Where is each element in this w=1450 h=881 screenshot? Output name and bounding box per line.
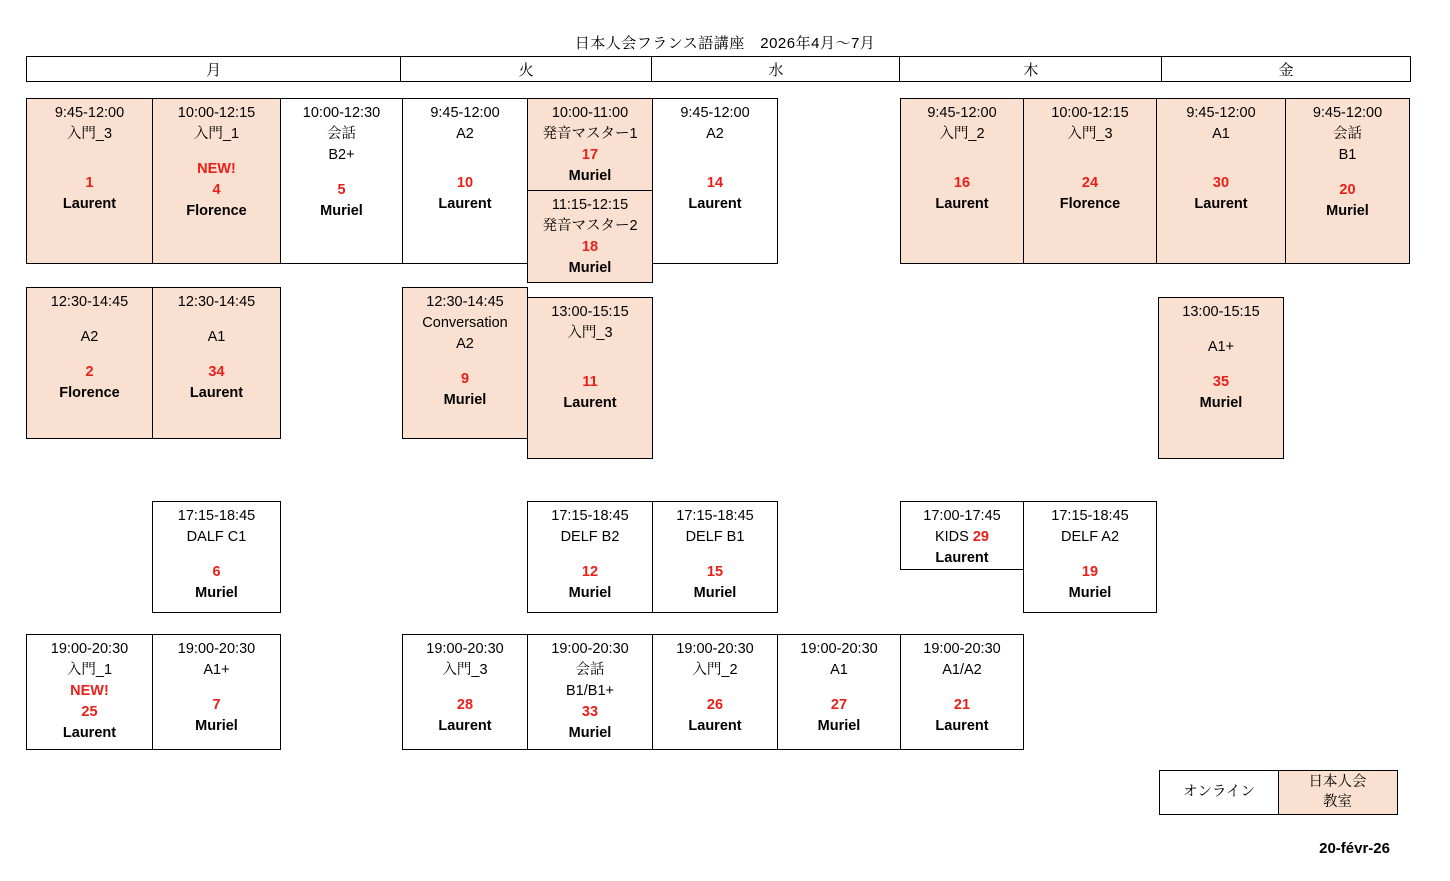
course-time: 9:45-12:00	[927, 105, 997, 121]
course-teacher: Florence	[1059, 196, 1121, 213]
course-level: A1+	[1207, 339, 1235, 356]
course-level-2: B2+	[328, 147, 355, 164]
spacer	[153, 348, 280, 362]
legend-online-label: オンライン	[1182, 783, 1256, 800]
course-level: A2	[706, 126, 724, 143]
course-new-badge: NEW!	[197, 161, 236, 178]
spacer	[153, 313, 280, 327]
course-level: A1	[1212, 126, 1230, 143]
spacer	[1159, 323, 1283, 337]
course-card-tue-1715-delfb2[interactable]	[527, 501, 653, 613]
course-time: 17:15-18:45	[676, 508, 754, 524]
course-level: 会話	[327, 126, 356, 143]
spacer	[1286, 166, 1409, 180]
course-card-mon-1000-1215[interactable]	[152, 98, 281, 264]
spacer	[901, 145, 1023, 159]
course-level: DELF B2	[560, 529, 620, 546]
course-time: 9:45-12:00	[1312, 105, 1383, 121]
course-level-text: KIDS	[934, 529, 969, 546]
spacer	[27, 313, 152, 327]
course-time: 19:00-20:30	[50, 641, 129, 657]
course-card-mon-1230-a2[interactable]	[26, 287, 153, 439]
course-number: 9	[460, 371, 470, 388]
course-level-2: B1/B1+	[566, 683, 614, 700]
course-teacher: Laurent	[438, 196, 492, 213]
course-card-mon-1230-a1[interactable]	[152, 287, 281, 439]
course-card-thu-1900-a1a2[interactable]	[900, 634, 1024, 750]
course-number: 2	[85, 364, 94, 381]
course-time: 9:45-12:00	[430, 105, 500, 121]
legend-classroom-label-2: 教室	[1323, 793, 1352, 810]
course-level-2: A2	[456, 336, 474, 353]
course-level: 入門_2	[692, 662, 738, 679]
course-card-wed-1900-nyumon2[interactable]	[652, 634, 778, 750]
spacer	[1157, 145, 1285, 159]
course-teacher: Muriel	[568, 725, 612, 742]
course-time: 9:45-12:00	[54, 105, 125, 121]
course-time: 19:00-20:30	[551, 641, 629, 657]
course-teacher: Florence	[59, 385, 120, 402]
legend-online	[1159, 770, 1279, 815]
course-number: 1	[85, 175, 94, 192]
course-card-wed-1900-a1[interactable]	[777, 634, 901, 750]
day-header-row	[26, 56, 1410, 82]
spacer	[153, 548, 280, 562]
course-number: 29	[972, 529, 989, 546]
course-level: A1	[207, 329, 226, 346]
spacer	[528, 548, 652, 562]
course-level: 入門_2	[939, 126, 985, 143]
course-teacher: Laurent	[935, 718, 989, 735]
course-level	[901, 527, 1023, 548]
course-number: 5	[337, 182, 346, 199]
legend-classroom	[1278, 770, 1398, 815]
course-card-tue-1000-1100[interactable]	[527, 98, 653, 191]
course-level: 入門_3	[1067, 126, 1113, 143]
legend-classroom-label-1: 日本人会	[1308, 773, 1367, 790]
course-number: 34	[208, 364, 225, 381]
course-time: 19:00-20:30	[426, 641, 504, 657]
course-time: 12:30-14:45	[50, 294, 129, 310]
course-card-mon-0945[interactable]	[26, 98, 153, 264]
course-time: 10:00-12:15	[1051, 105, 1129, 121]
course-teacher: Laurent	[62, 725, 117, 742]
course-card-thu-0945-a1[interactable]	[1156, 98, 1286, 264]
course-teacher: Muriel	[195, 585, 238, 602]
course-time: 12:30-14:45	[177, 294, 256, 310]
course-card-fri-0945[interactable]	[1285, 98, 1410, 264]
spacer	[1159, 358, 1283, 372]
course-level: A2	[80, 329, 99, 346]
course-card-thu-1300[interactable]	[1158, 297, 1284, 459]
course-time: 19:00-20:30	[676, 641, 754, 657]
spacer	[281, 166, 402, 180]
course-teacher: Florence	[186, 203, 247, 220]
course-level: 入門_3	[66, 126, 113, 143]
course-number: 15	[706, 564, 724, 581]
course-number: 30	[1212, 175, 1230, 192]
course-card-thu-1000-1215[interactable]	[1023, 98, 1157, 264]
course-time: 11:15-12:15	[551, 197, 629, 213]
course-number: 7	[212, 697, 221, 714]
course-time: 19:00-20:30	[177, 641, 256, 657]
course-teacher: Muriel	[1199, 395, 1243, 412]
course-time: 9:45-12:00	[1186, 105, 1256, 121]
course-level: 入門_1	[66, 662, 113, 679]
course-teacher: Laurent	[438, 718, 492, 735]
course-time: 17:15-18:45	[1051, 508, 1129, 524]
course-teacher: Muriel	[320, 203, 363, 220]
course-card-thu-0945[interactable]	[900, 98, 1024, 264]
course-level: DALF C1	[186, 529, 247, 546]
course-number: 27	[830, 697, 848, 714]
spacer	[403, 355, 527, 369]
course-level: 会話	[575, 662, 605, 679]
day-header-thursday: 木	[899, 56, 1162, 82]
course-card-mon-1900-a1p[interactable]	[152, 634, 281, 750]
course-level: A1+	[203, 662, 230, 679]
day-header-tuesday: 火	[400, 56, 653, 82]
spacer	[403, 159, 527, 173]
course-card-tue-1230-conv[interactable]	[402, 287, 528, 439]
course-teacher: Laurent	[1194, 196, 1248, 213]
course-number: 17	[581, 147, 599, 164]
course-number: 11	[582, 374, 598, 391]
course-card-tue-1900-kaiwa[interactable]	[527, 634, 653, 750]
course-teacher: Muriel	[568, 260, 612, 277]
course-number: 12	[581, 564, 599, 581]
spacer	[1024, 145, 1156, 159]
day-header-wednesday: 水	[651, 56, 901, 82]
course-teacher: Muriel	[195, 718, 238, 735]
day-header-friday: 金	[1161, 56, 1412, 82]
course-teacher: Laurent	[935, 196, 989, 213]
course-teacher: Muriel	[568, 585, 612, 602]
course-time: 10:00-11:00	[551, 105, 629, 121]
course-number: 16	[953, 175, 971, 192]
course-teacher: Muriel	[1326, 203, 1369, 220]
course-teacher: Muriel	[443, 392, 487, 409]
spacer	[653, 145, 777, 159]
course-level: Conversation	[422, 315, 508, 332]
course-time: 13:00-15:15	[1182, 304, 1260, 320]
course-time: 17:00-17:45	[923, 508, 1001, 524]
spacer	[528, 344, 652, 358]
course-card-tue-1300[interactable]	[527, 297, 653, 459]
spacer	[1157, 159, 1285, 173]
course-teacher: Laurent	[935, 550, 989, 567]
legend	[1159, 770, 1396, 815]
course-card-mon-1900-nyumon1[interactable]	[26, 634, 153, 750]
course-card-mon-1715-dalf[interactable]	[152, 501, 281, 613]
course-teacher: Laurent	[688, 718, 742, 735]
course-card-wed-0945[interactable]	[652, 98, 778, 264]
course-number: 28	[456, 697, 474, 714]
course-number: 33	[581, 704, 599, 721]
spacer	[653, 159, 777, 173]
course-time: 10:00-12:15	[177, 105, 256, 121]
course-level: DELF B1	[685, 529, 745, 546]
page-title: 日本人会フランス語講座 2026年4月～7月	[574, 35, 876, 52]
course-number: 19	[1081, 564, 1099, 581]
course-number: 35	[1212, 374, 1230, 391]
spacer	[27, 145, 152, 159]
course-new-badge: NEW!	[70, 683, 109, 700]
spacer	[1024, 159, 1156, 173]
course-card-thu-1715-delfa2[interactable]	[1023, 501, 1157, 613]
course-teacher: Muriel	[568, 168, 612, 185]
course-level: 発音マスター1	[542, 126, 638, 143]
course-card-tue-1115-1215[interactable]	[527, 190, 653, 283]
course-level: A1/A2	[942, 662, 982, 679]
spacer	[901, 681, 1023, 695]
spacer	[1024, 548, 1156, 562]
course-level: A1	[830, 662, 848, 679]
course-number: 20	[1339, 182, 1356, 199]
course-number: 18	[581, 239, 599, 256]
spacer	[653, 548, 777, 562]
spacer	[153, 681, 280, 695]
course-card-wed-1715-delfb1[interactable]	[652, 501, 778, 613]
course-time: 17:15-18:45	[551, 508, 629, 524]
course-number: 26	[706, 697, 724, 714]
spacer	[403, 681, 527, 695]
spacer	[27, 159, 152, 173]
course-time: 13:00-15:15	[551, 304, 629, 320]
spacer	[778, 681, 900, 695]
spacer	[403, 145, 527, 159]
course-teacher: Laurent	[563, 395, 617, 412]
course-card-thu-1700-kids[interactable]	[900, 501, 1024, 570]
course-level-2: B1	[1338, 147, 1357, 164]
course-teacher: Laurent	[189, 385, 244, 402]
course-teacher: Muriel	[1068, 585, 1112, 602]
spacer	[153, 145, 280, 159]
spacer	[528, 358, 652, 372]
course-number: 6	[212, 564, 221, 581]
course-number: 24	[1081, 175, 1099, 192]
course-number: 4	[212, 182, 221, 199]
course-level: 入門_3	[567, 325, 613, 342]
course-time: 12:30-14:45	[426, 294, 504, 310]
course-card-tue-1900-nyumon3[interactable]	[402, 634, 528, 750]
course-time: 10:00-12:30	[302, 105, 381, 121]
date-stamp: 20-févr-26	[1319, 840, 1390, 857]
course-teacher: Laurent	[688, 196, 742, 213]
course-card-tue-0945[interactable]	[402, 98, 528, 264]
course-level: 会話	[1333, 126, 1362, 143]
course-teacher: Muriel	[693, 585, 737, 602]
course-time: 9:45-12:00	[680, 105, 750, 121]
course-level: 入門_3	[442, 662, 488, 679]
course-time: 19:00-20:30	[923, 641, 1001, 657]
course-number: 14	[706, 175, 724, 192]
course-number: 25	[81, 704, 98, 721]
course-level: A2	[456, 126, 474, 143]
course-number: 21	[953, 697, 971, 714]
course-level: 発音マスター2	[542, 218, 638, 235]
day-header-monday: 月	[26, 56, 401, 82]
course-level: 入門_1	[193, 126, 240, 143]
spacer	[653, 681, 777, 695]
course-level: DELF A2	[1060, 529, 1120, 546]
course-card-mon-1000-1230[interactable]	[280, 98, 403, 264]
spacer	[27, 348, 152, 362]
course-time: 17:15-18:45	[177, 508, 256, 524]
course-time: 19:00-20:30	[800, 641, 878, 657]
spacer	[901, 159, 1023, 173]
course-number: 10	[456, 175, 474, 192]
course-teacher: Muriel	[817, 718, 861, 735]
course-teacher: Laurent	[62, 196, 117, 213]
